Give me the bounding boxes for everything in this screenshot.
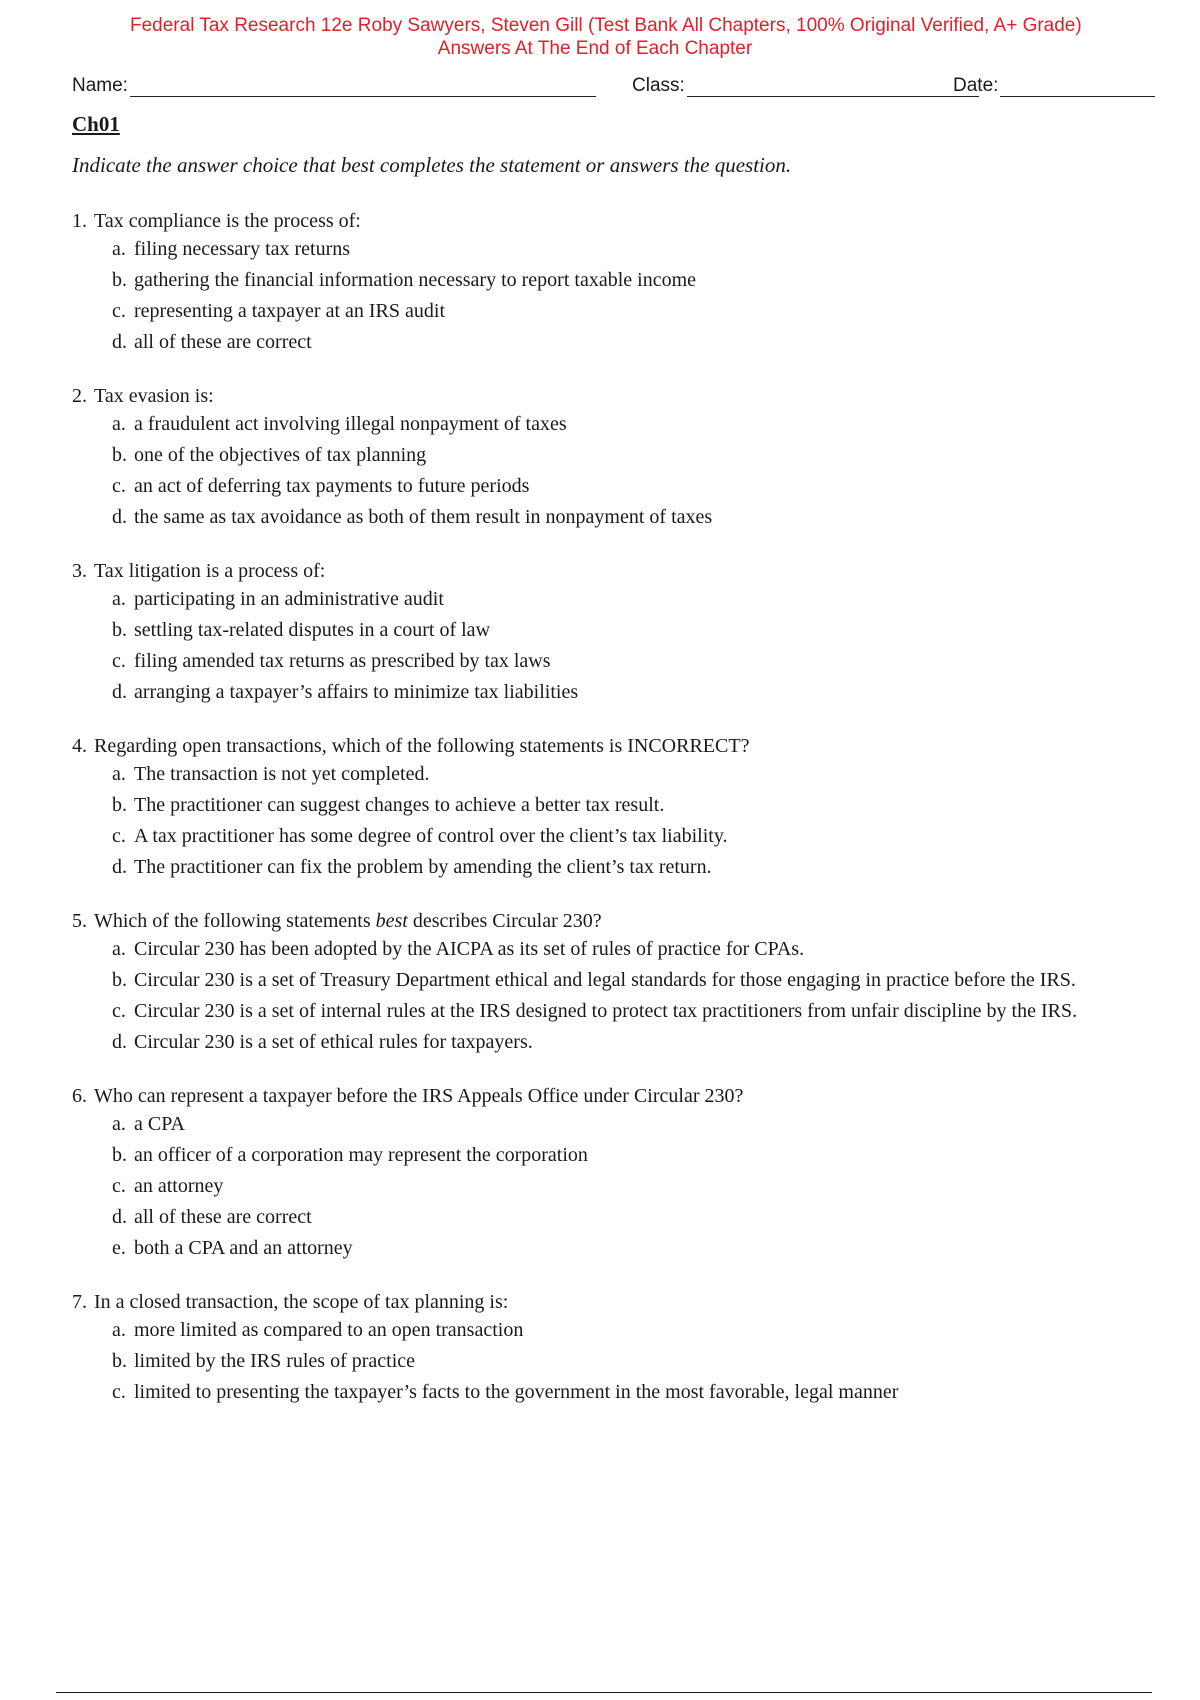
choice-letter: b. [112, 444, 127, 466]
choice-b[interactable] [112, 442, 1162, 468]
choice-letter: d. [112, 681, 127, 703]
choice-letter: a. [112, 238, 126, 260]
question-stem [72, 381, 1162, 411]
question-6 [72, 1081, 1162, 1261]
question-stem [72, 1081, 1162, 1111]
question-number: 4. [72, 735, 87, 757]
choice-letter: c. [112, 1000, 126, 1022]
choice-e[interactable] [112, 1235, 1162, 1261]
date-field[interactable] [953, 70, 1155, 97]
question-text: In a closed transaction, the scope of tax planning is: [94, 1291, 509, 1313]
choice-letter: b. [112, 619, 127, 641]
choice-letter: c. [112, 1175, 126, 1197]
question-4 [72, 731, 1162, 880]
question-5 [72, 906, 1162, 1055]
choice-text: limited to presenting the taxpayer’s facts to the government in the most favorable, legal manner [134, 1381, 899, 1403]
choice-text: more limited as compared to an open transaction [134, 1319, 524, 1341]
choice-c[interactable] [112, 648, 1162, 674]
question-7 [72, 1287, 1162, 1405]
choice-text: an officer of a corporation may represent the corporation [134, 1144, 588, 1166]
choice-d[interactable] [112, 679, 1162, 705]
choice-letter: d. [112, 506, 127, 528]
choice-letter: c. [112, 300, 126, 322]
question-number: 1. [72, 210, 87, 232]
choice-letter: b. [112, 269, 127, 291]
name-field[interactable] [72, 70, 596, 97]
question-stem [72, 206, 1162, 236]
choice-a[interactable] [112, 1317, 1162, 1343]
choice-letter: a. [112, 588, 126, 610]
choice-b[interactable] [112, 617, 1162, 643]
question-text: Who can represent a taxpayer before the IRS Appeals Office under Circular 230? [94, 1085, 744, 1107]
choice-b[interactable] [112, 267, 1162, 293]
choice-text: both a CPA and an attorney [134, 1237, 353, 1259]
choice-a[interactable] [112, 761, 1162, 787]
question-number: 3. [72, 560, 87, 582]
choice-c[interactable] [112, 1379, 1162, 1405]
question-number: 2. [72, 385, 87, 407]
choice-letter: c. [112, 650, 126, 672]
choice-text: participating in an administrative audit [134, 588, 444, 610]
choice-text: A tax practitioner has some degree of control over the client’s tax liability. [134, 825, 728, 847]
question-text-start: Which of the following statements [94, 910, 376, 932]
question-1 [72, 206, 1162, 355]
choice-d[interactable] [112, 854, 1162, 880]
choice-letter: b. [112, 794, 127, 816]
date-input-line[interactable] [1000, 70, 1155, 97]
question-text-emphasis: best [375, 910, 408, 932]
choice-a[interactable] [112, 411, 1162, 437]
choice-letter: a. [112, 763, 126, 785]
choice-letter: b. [112, 1144, 127, 1166]
question-2 [72, 381, 1162, 530]
choice-text: arranging a taxpayer’s affairs to minimize tax liabilities [134, 681, 579, 703]
choice-letter: d. [112, 331, 127, 353]
choice-letter: a. [112, 938, 126, 960]
choice-text: limited by the IRS rules of practice [134, 1350, 416, 1372]
chapter-heading: Ch01 [72, 112, 120, 136]
choice-text: Circular 230 has been adopted by the AICPA as its set of rules of practice for CPAs. [134, 938, 805, 960]
answer-choices [112, 936, 1162, 1055]
name-input-line[interactable] [130, 70, 596, 97]
choice-letter: b. [112, 1350, 127, 1372]
question-number: 6. [72, 1085, 87, 1107]
choice-text: Circular 230 is a set of internal rules at the IRS designed to protect tax practitioners from unfair discipline by the IRS. [134, 1000, 1078, 1022]
answer-choices [112, 586, 1162, 705]
class-field[interactable] [632, 70, 979, 97]
document-banner [0, 14, 1200, 60]
choice-c[interactable] [112, 998, 1162, 1024]
question-3 [72, 556, 1162, 705]
question-stem [72, 556, 1162, 586]
choice-d[interactable] [112, 504, 1162, 530]
choice-letter: d. [112, 1031, 127, 1053]
choice-text: a CPA [134, 1113, 185, 1135]
answer-choices [112, 1111, 1162, 1261]
choice-d[interactable] [112, 329, 1162, 355]
choice-a[interactable] [112, 936, 1162, 962]
choice-text: the same as tax avoidance as both of them result in nonpayment of taxes [134, 506, 713, 528]
banner-subtitle: Answers At The End of Each Chapter [437, 38, 753, 59]
choice-text: an act of deferring tax payments to future periods [134, 475, 530, 497]
question-number: 5. [72, 910, 87, 932]
class-label: Class: [632, 75, 685, 96]
choice-b[interactable] [112, 967, 1162, 993]
choice-a[interactable] [112, 236, 1162, 262]
choice-letter: c. [112, 825, 126, 847]
choice-a[interactable] [112, 1111, 1162, 1137]
choice-b[interactable] [112, 1142, 1162, 1168]
question-text: Tax compliance is the process of: [94, 210, 361, 232]
document-body [72, 112, 1162, 1431]
choice-text: filing necessary tax returns [134, 238, 351, 260]
choice-letter: e. [112, 1237, 126, 1259]
question-text: Regarding open transactions, which of the following statements is INCORRECT? [94, 735, 750, 757]
choice-b[interactable] [112, 1348, 1162, 1374]
choice-c[interactable] [112, 1173, 1162, 1199]
footer-divider [56, 1692, 1152, 1693]
question-number: 7. [72, 1291, 87, 1313]
choice-letter: b. [112, 969, 127, 991]
question-text-end: describes Circular 230? [407, 910, 602, 932]
choice-text: all of these are correct [134, 1206, 312, 1228]
choice-text: all of these are correct [134, 331, 312, 353]
question-text: Tax litigation is a process of: [94, 560, 326, 582]
question-stem [72, 1287, 1162, 1317]
choice-c[interactable] [112, 298, 1162, 324]
choice-text: one of the objectives of tax planning [134, 444, 427, 466]
question-stem [72, 906, 1162, 936]
header-fields [72, 70, 1160, 100]
choice-text: filing amended tax returns as prescribed by tax laws [134, 650, 551, 672]
choice-text: an attorney [134, 1175, 224, 1197]
answer-choices [112, 1317, 1162, 1405]
choice-text: The practitioner can suggest changes to achieve a better tax result. [134, 794, 665, 816]
choice-text: Circular 230 is a set of ethical rules for taxpayers. [134, 1031, 533, 1053]
answer-choices [112, 411, 1162, 530]
question-stem [72, 731, 1162, 761]
answer-choices [112, 761, 1162, 880]
question-text [94, 906, 602, 936]
choice-b[interactable] [112, 792, 1162, 818]
choice-letter: d. [112, 1206, 127, 1228]
choice-text: representing a taxpayer at an IRS audit [134, 300, 445, 322]
instructions: Indicate the answer choice that best completes the statement or answers the question. [72, 153, 792, 177]
answer-choices [112, 236, 1162, 355]
choice-c[interactable] [112, 473, 1162, 499]
choice-letter: a. [112, 1113, 126, 1135]
choice-c[interactable] [112, 823, 1162, 849]
choice-letter: a. [112, 413, 126, 435]
choice-text: Circular 230 is a set of Treasury Department ethical and legal standards for those engaging in practice before the IRS. [134, 969, 1076, 991]
choice-a[interactable] [112, 586, 1162, 612]
choice-text: a fraudulent act involving illegal nonpayment of taxes [134, 413, 567, 435]
class-input-line[interactable] [687, 70, 979, 97]
choice-letter: c. [112, 475, 126, 497]
choice-d[interactable] [112, 1029, 1162, 1055]
banner-title: Federal Tax Research 12e Roby Sawyers, Steven Gill (Test Bank All Chapters, 100% Original Verified, A+ Grade) [130, 15, 1082, 36]
choice-letter: c. [112, 1381, 126, 1403]
choice-letter: d. [112, 856, 127, 878]
date-label: Date: [953, 75, 999, 96]
choice-letter: a. [112, 1319, 126, 1341]
choice-text: gathering the financial information necessary to report taxable income [134, 269, 697, 291]
question-text: Tax evasion is: [94, 385, 214, 407]
choice-d[interactable] [112, 1204, 1162, 1230]
choice-text: The transaction is not yet completed. [134, 763, 430, 785]
choice-text: The practitioner can fix the problem by amending the client’s tax return. [134, 856, 712, 878]
name-label: Name: [72, 75, 128, 96]
choice-text: settling tax-related disputes in a court of law [134, 619, 491, 641]
